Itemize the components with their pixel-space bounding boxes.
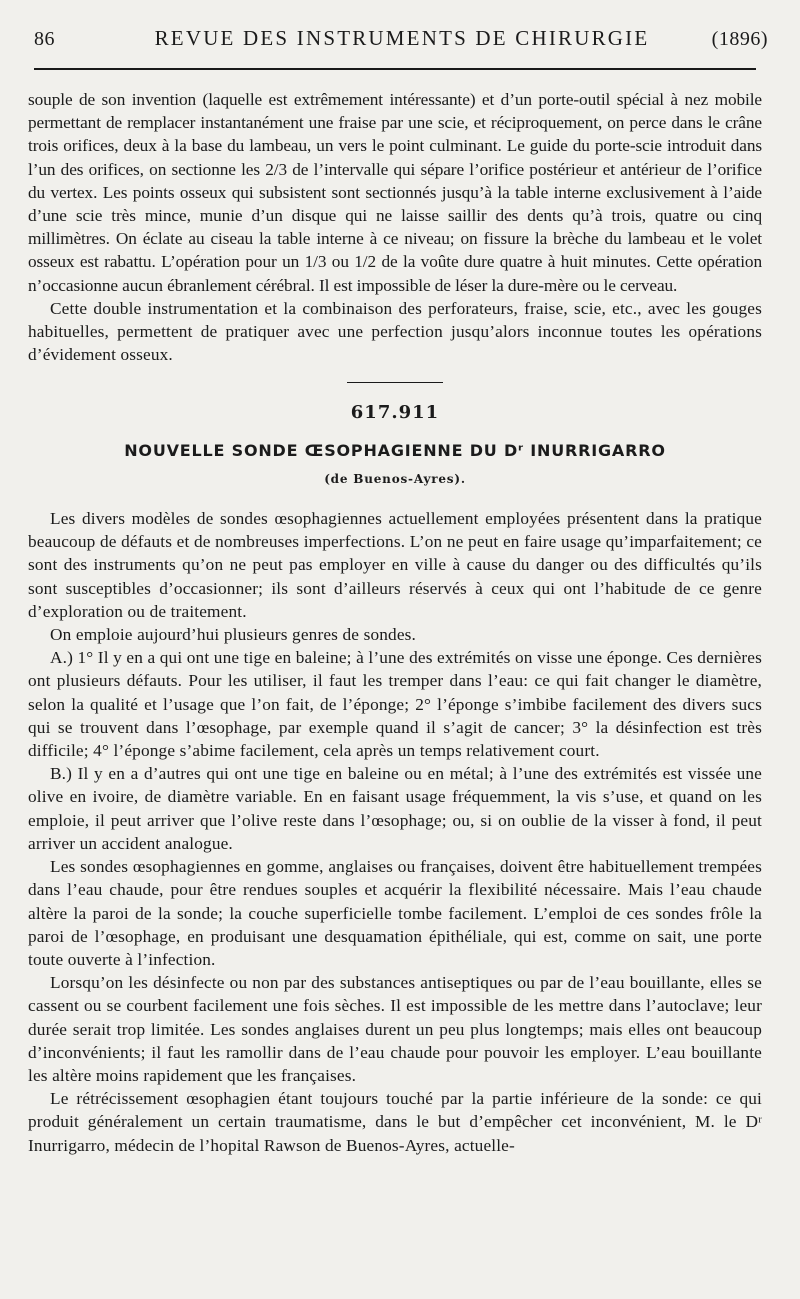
page-number: 86 xyxy=(34,28,55,50)
article-number: 617.911 xyxy=(350,402,440,424)
article-paragraph-4: B.) Il y en a d’autres qui ont une tige en baleine ou en métal; à l’une des extrémités est vissée une olive en ivoire, de diamètre variable. En en faisant usage fréquemment, la vis s’use, et quand on les emploie, il peut arriver que l’olive reste dans l’œsophage; ou, si on oublie de la visser à fond, il peut arriver un accident analogue. xyxy=(28,764,762,853)
page-content xyxy=(28,88,762,1157)
article-title: NOUVELLE SONDE ŒSOPHAGIENNE DU Dʳ INURRIGARRO xyxy=(124,440,666,460)
intro-paragraph-2: Cette double instrumentation et la combinaison des perforateurs, fraise, scie, etc., avec les gouges habituelles, permettent de pratiquer avec une perfection jusqu’alors inconnue toutes les opérations d’évidement osseux. xyxy=(28,298,762,365)
header-year: (1896) xyxy=(711,28,768,50)
article-paragraph-3: A.) 1° Il y en a qui ont une tige en baleine; à l’une des extrémités on visse une éponge. Ces dernières ont plusieurs défauts. Pour les utiliser, il faut les tremper dans l’eau: ce qui fait changer le diamètre, selon la qualité et l’usage que l’on fait, de l’éponge; 2° l’éponge s’imbibe facilement des divers sucs qui se trouvent dans l’œsophage, par exemple quand il s’agit de cancer; 3° la désinfection est très difficile; 4° l’éponge s’abime facilement, cela après un temps relativement court. xyxy=(28,648,762,761)
article-paragraph-2: On emploie aujourd’hui plusieurs genres de sondes. xyxy=(50,625,417,645)
section-separator xyxy=(347,382,443,383)
page-header xyxy=(34,22,770,56)
running-title: REVUE DES INSTRUMENTS DE CHIRURGIE xyxy=(154,26,650,50)
article-subtitle: (de Buenos-Ayres). xyxy=(324,471,466,486)
article-paragraph-5: Les sondes œsophagiennes en gomme, anglaises ou françaises, doivent être habituellement trempées dans l’eau chaude, pour être rendues souples et acquérir la flexibilité nécessaire. Mais l’eau chaude altère la paroi de la sonde; la couche superficielle tombe facilement. L’emploi de ces sondes frôle la paroi de l’œsophage, en produisant une desquamation épithéliale, qui est, comme on sait, une porte toute ouverte à l’infection. xyxy=(28,857,762,969)
article-paragraph-6: Lorsqu’on les désinfecte ou non par des substances antiseptiques ou par de l’eau bouillante, elles se cassent ou se courbent facilement une fois sèches. Il est impossible de les mettre dans l’autoclave; leur durée serait trop limitée. Les sondes anglaises durent un peu plus longtemps; mais elles ont beaucoup d’inconvénients; il faut les ramollir dans de l’eau chaude pour pouvoir les employer. L’eau bouillante les altère moins rapidement que les françaises. xyxy=(28,973,762,1085)
intro-paragraph-1: souple de son invention (laquelle est extrêmement intéressante) et d’un porte-outil spécial à nez mobile permettant de remplacer instantanément une fraise par une scie, et réciproquement, on perce dans le crâne trois orifices, deux à la base du lambeau, un vers le point culminant. Le guide du porte-scie introduit dans l’un des orifices, on sectionne les 2/3 de l’intervalle qui sépare l’orifice postérieur et antérieur de l’orifice du vertex. Les points osseux qui subsistent sont sectionnés jusqu’à la table interne exclusivement à l’aide d’une scie très mince, munie d’un disque qui ne laisse saillir des dents qu’à trois, quatre ou cinq millimètres. On éclate au ciseau la table interne à ce niveau; on fissure la brèche du lambeau et le volet osseux est rabattu. L’opération pour un 1/3 ou 1/2 de la voûte dure quatre à huit minutes. Cette opération n’occasionne aucun ébranlement cérébral. Il est impossible de léser la dure-mère ou le cerveau. xyxy=(28,90,762,295)
article-paragraph-7: Le rétrécissement œsophagien étant toujours touché par la partie inférieure de la sonde: ce qui produit généralement un certain traumatisme, dans le but d’empêcher cet inconvénient, M. le Dʳ Inurrigarro, médecin de l’hopital Rawson de Buenos-Ayres, actuelle- xyxy=(28,1089,762,1155)
article-paragraph-1: Les divers modèles de sondes œsophagiennes actuellement employées présentent dans la pratique beaucoup de défauts et de nombreuses imperfections. L’on ne peut en faire usage qu’imparfaitement; ce sont des instruments qu’on ne peut pas employer en ville à cause du danger ou des difficultés qu’ils sont susceptibles d’occasionner; ils sont d’ailleurs réservés à ceux qui ont l’habitude de ce genre d’exploration ou de traitement. xyxy=(28,509,762,621)
header-rule xyxy=(34,68,756,70)
